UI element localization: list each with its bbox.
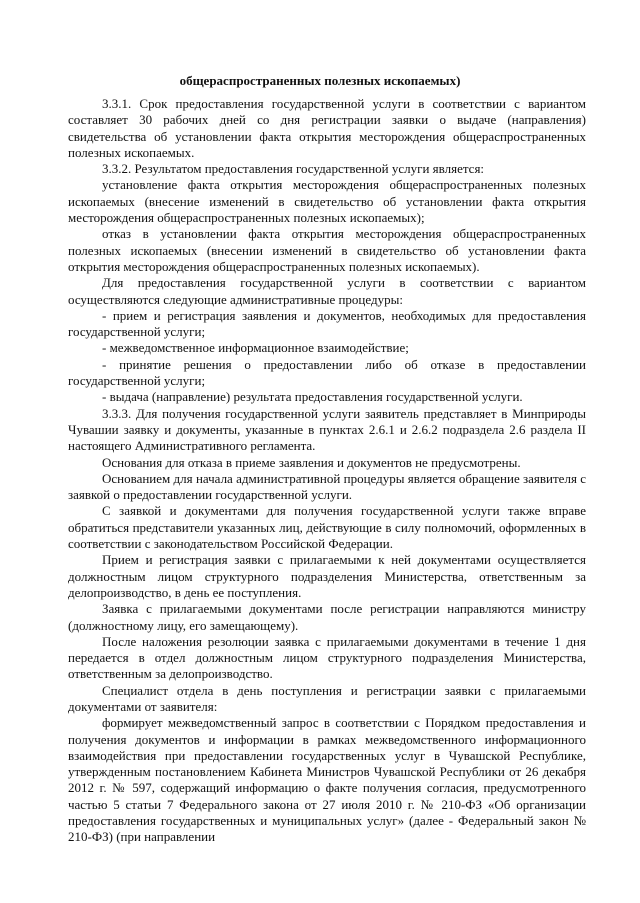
paragraph-procedure-basis: Основанием для начала административной процедуры является обращение заявителя с заявкой о предоставлении государственной услуги. xyxy=(68,470,586,503)
paragraph-result-refusal: отказ в установлении факта открытия месторождения общераспространенных полезных ископаемых (внесении изменений в свидетельство об установлении факта открытия месторождения общераспространенных полезных ископаемых). xyxy=(68,226,586,274)
paragraph-3-3-1: 3.3.1. Срок предоставления государственной услуги в соответствии с вариантом составляет 30 рабочих дней со дня регистрации заявки о выдаче (направления) свидетельства об установлении факта открытия месторождения общераспространенных полезных ископаемых. xyxy=(68,96,586,160)
paragraph-specialist: Специалист отдела в день поступления и регистрации заявки с прилагаемыми документами от заявителя: xyxy=(68,682,586,714)
paragraph-registration: Прием и регистрация заявки с прилагаемыми к ней документами осуществляется должностным лицом структурного подразделения Министерства, ответственным за делопроизводство, в день ее поступления. xyxy=(68,552,586,600)
document-body xyxy=(68,96,586,846)
list-item-reception: - прием и регистрация заявления и документов, необходимых для предоставления государственной услуги; xyxy=(68,307,586,340)
list-item-interaction: - межведомственное информационное взаимодействие; xyxy=(102,340,409,356)
paragraph-no-refusal-grounds: Основания для отказа в приеме заявления и документов не предусмотрены. xyxy=(102,454,521,470)
paragraph-3-3-3: 3.3.3. Для получения государственной услуги заявитель представляет в Минприроды Чувашии заявку и документы, указанные в пунктах 2.6.1 и 2.6.2 подраздела 2.6 раздела II настоящего Административного регламента. xyxy=(68,405,586,454)
section-heading: общераспространенных полезных ископаемых) xyxy=(179,73,461,88)
paragraph-result-establishment: установление факта открытия месторождения общераспространенных полезных ископаемых (внесение изменений в свидетельство об установлении факта открытия месторождения общераспространенных полезных ископаемых); xyxy=(68,177,586,226)
paragraph-to-minister: Заявка с прилагаемыми документами после регистрации направляются министру (должностному лицу, его замещающему). xyxy=(68,601,586,633)
paragraph-representatives: С заявкой и документами для получения государственной услуги также вправе обратиться представители указанных лиц, действующие в силу полномочий, оформленных в соответствии с законодательством Российской Федерации. xyxy=(68,503,586,552)
paragraph-3-3-2: 3.3.2. Результатом предоставления государственной услуги является: xyxy=(102,161,485,177)
list-item-decision: - принятие решения о предоставлении либо об отказе в предоставлении государственной услуги; xyxy=(68,356,586,389)
paragraph-after-resolution: После наложения резолюции заявка с прилагаемыми документами в течение 1 дня передается в отдел должностным лицом структурного подразделения Министерства, ответственным за делопроизводство. xyxy=(68,633,586,682)
list-item-issuance: - выдача (направление) результата предоставления государственной услуги. xyxy=(102,389,523,405)
paragraph-interagency-request: формирует межведомственный запрос в соответствии с Порядком предоставления и получения документов и информации в рамках межведомственного информационного взаимодействия при предоставлении государственных услуг в Чувашской Республике, утвержденным постановлением Кабинета Министров Чувашской Республики от 26 декабря 2012 г. № 597, содержащий информацию о факте получения согласия, предусмотренного частью 5 статьи 7 Федерального закона от 27 июля 2010 г. № 210-ФЗ «Об организации предоставления государственных и муниципальных услуг» (далее - Федеральный закон № 210-ФЗ) (при направлении xyxy=(68,715,586,845)
paragraph-procedures-intro: Для предоставления государственной услуги в соответствии с вариантом осуществляются следующие административные процедуры: xyxy=(68,275,586,307)
